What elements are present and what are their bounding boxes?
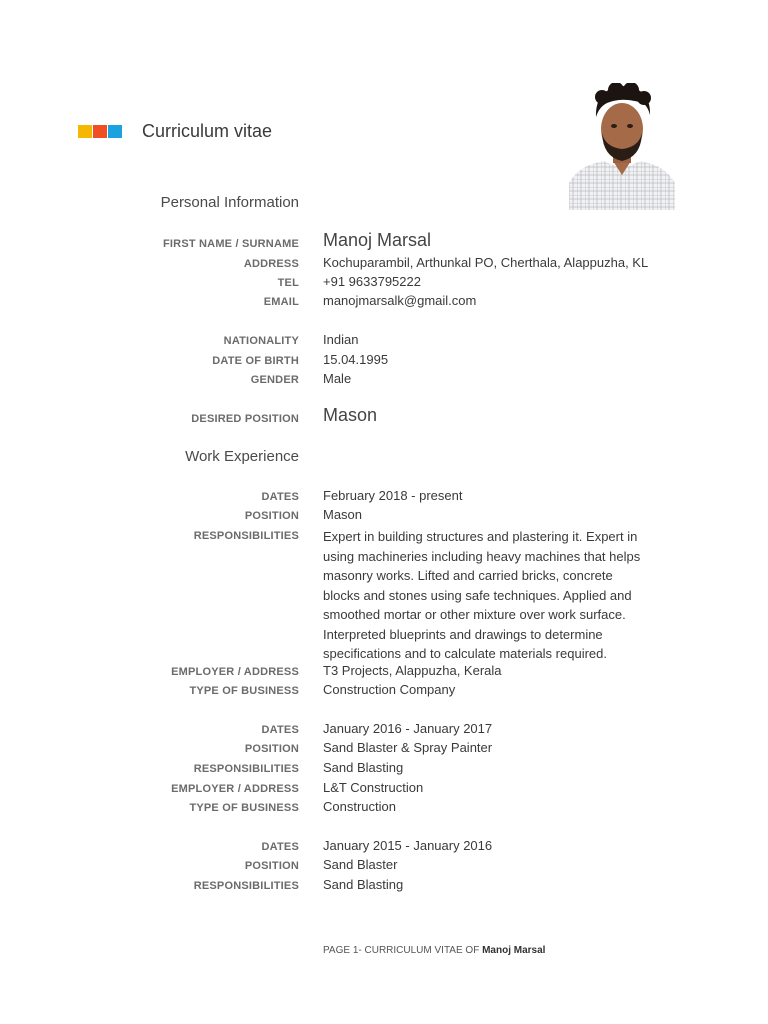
position-value: Mason	[323, 507, 363, 522]
desired-position-label: DESIRED POSITION	[191, 413, 299, 425]
position-label: POSITION	[244, 743, 299, 755]
dob-row	[0, 352, 768, 372]
position-label: POSITION	[244, 860, 299, 872]
job-2-employer-row	[0, 780, 768, 800]
dates-value: January 2016 - January 2017	[323, 721, 493, 736]
nationality-label: NATIONALITY	[223, 335, 299, 347]
dates-label: DATES	[261, 841, 299, 853]
dob-value: 15.04.1995	[323, 352, 389, 367]
tel-label: TEL	[277, 277, 299, 289]
footer-name: Manoj Marsal	[482, 945, 546, 956]
email-value: manojmarsalk@gmail.com	[323, 293, 477, 308]
tel-value: +91 9633795222	[323, 274, 421, 289]
employer-label: EMPLOYER / ADDRESS	[171, 783, 299, 795]
job-2-responsibilities-row	[0, 760, 768, 780]
job-2-dates-row	[0, 721, 768, 741]
employer-value: L&T Construction	[323, 780, 424, 795]
personal-information-heading: Personal Information	[160, 194, 299, 211]
document-title: Curriculum vitae	[142, 121, 273, 141]
job-2-business-row	[0, 799, 768, 819]
gender-value: Male	[323, 371, 352, 386]
job-2-position-row	[0, 740, 768, 760]
business-type-label: TYPE OF BUSINESS	[189, 685, 299, 697]
job-3-position-row	[0, 857, 768, 877]
blue-square	[108, 125, 122, 138]
position-value: Sand Blaster	[323, 857, 398, 872]
job-3-responsibilities-row	[0, 877, 768, 897]
responsibilities-text: Expert in building structures and plastering it. Expert in using machineries including heavy machines that helps masonry works. Lifted and carried bricks, concrete blocks and stones using safe techniques. Applied and smoothed mortar or other mixture over work surface. Interpreted blueprints and drawings to determine specifications and to calculate materials required.	[323, 529, 641, 661]
position-value: Sand Blaster & Spray Painter	[323, 740, 493, 755]
gender-row	[0, 371, 768, 391]
email-label: EMAIL	[263, 296, 299, 308]
address-label: ADDRESS	[243, 258, 299, 270]
job-1-responsibilities-row	[0, 527, 768, 667]
desired-position-row	[0, 405, 768, 430]
dates-value: February 2018 - present	[323, 488, 463, 503]
address-row	[0, 255, 768, 275]
responsibilities-value: Sand Blasting	[323, 877, 404, 892]
job-3-dates-row	[0, 838, 768, 858]
dates-value: January 2015 - January 2016	[323, 838, 493, 853]
responsibilities-label: RESPONSIBILITIES	[193, 880, 299, 892]
yellow-square	[78, 125, 92, 138]
page-footer	[323, 945, 545, 956]
employer-value: T3 Projects, Alappuzha, Kerala	[323, 663, 502, 678]
business-type-label: TYPE OF BUSINESS	[189, 802, 299, 814]
job-1-business-row	[0, 682, 768, 702]
color-squares-logo	[78, 125, 122, 138]
responsibilities-label: RESPONSIBILITIES	[193, 763, 299, 775]
job-1-position-row	[0, 507, 768, 527]
email-row	[0, 293, 768, 313]
profile-photo	[569, 83, 675, 210]
address-value: Kochuparambil, Arthunkal PO, Cherthala, Alappuzha, KL	[323, 255, 649, 270]
responsibilities-value: Sand Blasting	[323, 760, 404, 775]
name-row	[0, 230, 768, 255]
dob-label: DATE OF BIRTH	[212, 355, 299, 367]
business-type-value: Construction Company	[323, 682, 456, 697]
job-1-employer-row	[0, 663, 768, 683]
nationality-row	[0, 332, 768, 352]
employer-label: EMPLOYER / ADDRESS	[171, 666, 299, 678]
full-name: Manoj Marsal	[323, 230, 432, 250]
nationality-value: Indian	[323, 332, 359, 347]
work-experience-heading: Work Experience	[185, 448, 299, 465]
position-label: POSITION	[244, 510, 299, 522]
footer-prefix: PAGE 1- CURRICULUM VITAE OF	[323, 945, 483, 956]
job-1-dates-row	[0, 488, 768, 508]
desired-position-value: Mason	[323, 405, 378, 425]
dates-label: DATES	[261, 491, 299, 503]
dates-label: DATES	[261, 724, 299, 736]
business-type-value: Construction	[323, 799, 396, 814]
red-square	[93, 125, 107, 138]
gender-label: GENDER	[250, 374, 299, 386]
responsibilities-label: RESPONSIBILITIES	[193, 530, 299, 542]
tel-row	[0, 274, 768, 294]
name-label: FIRST NAME / SURNAME	[163, 238, 299, 250]
